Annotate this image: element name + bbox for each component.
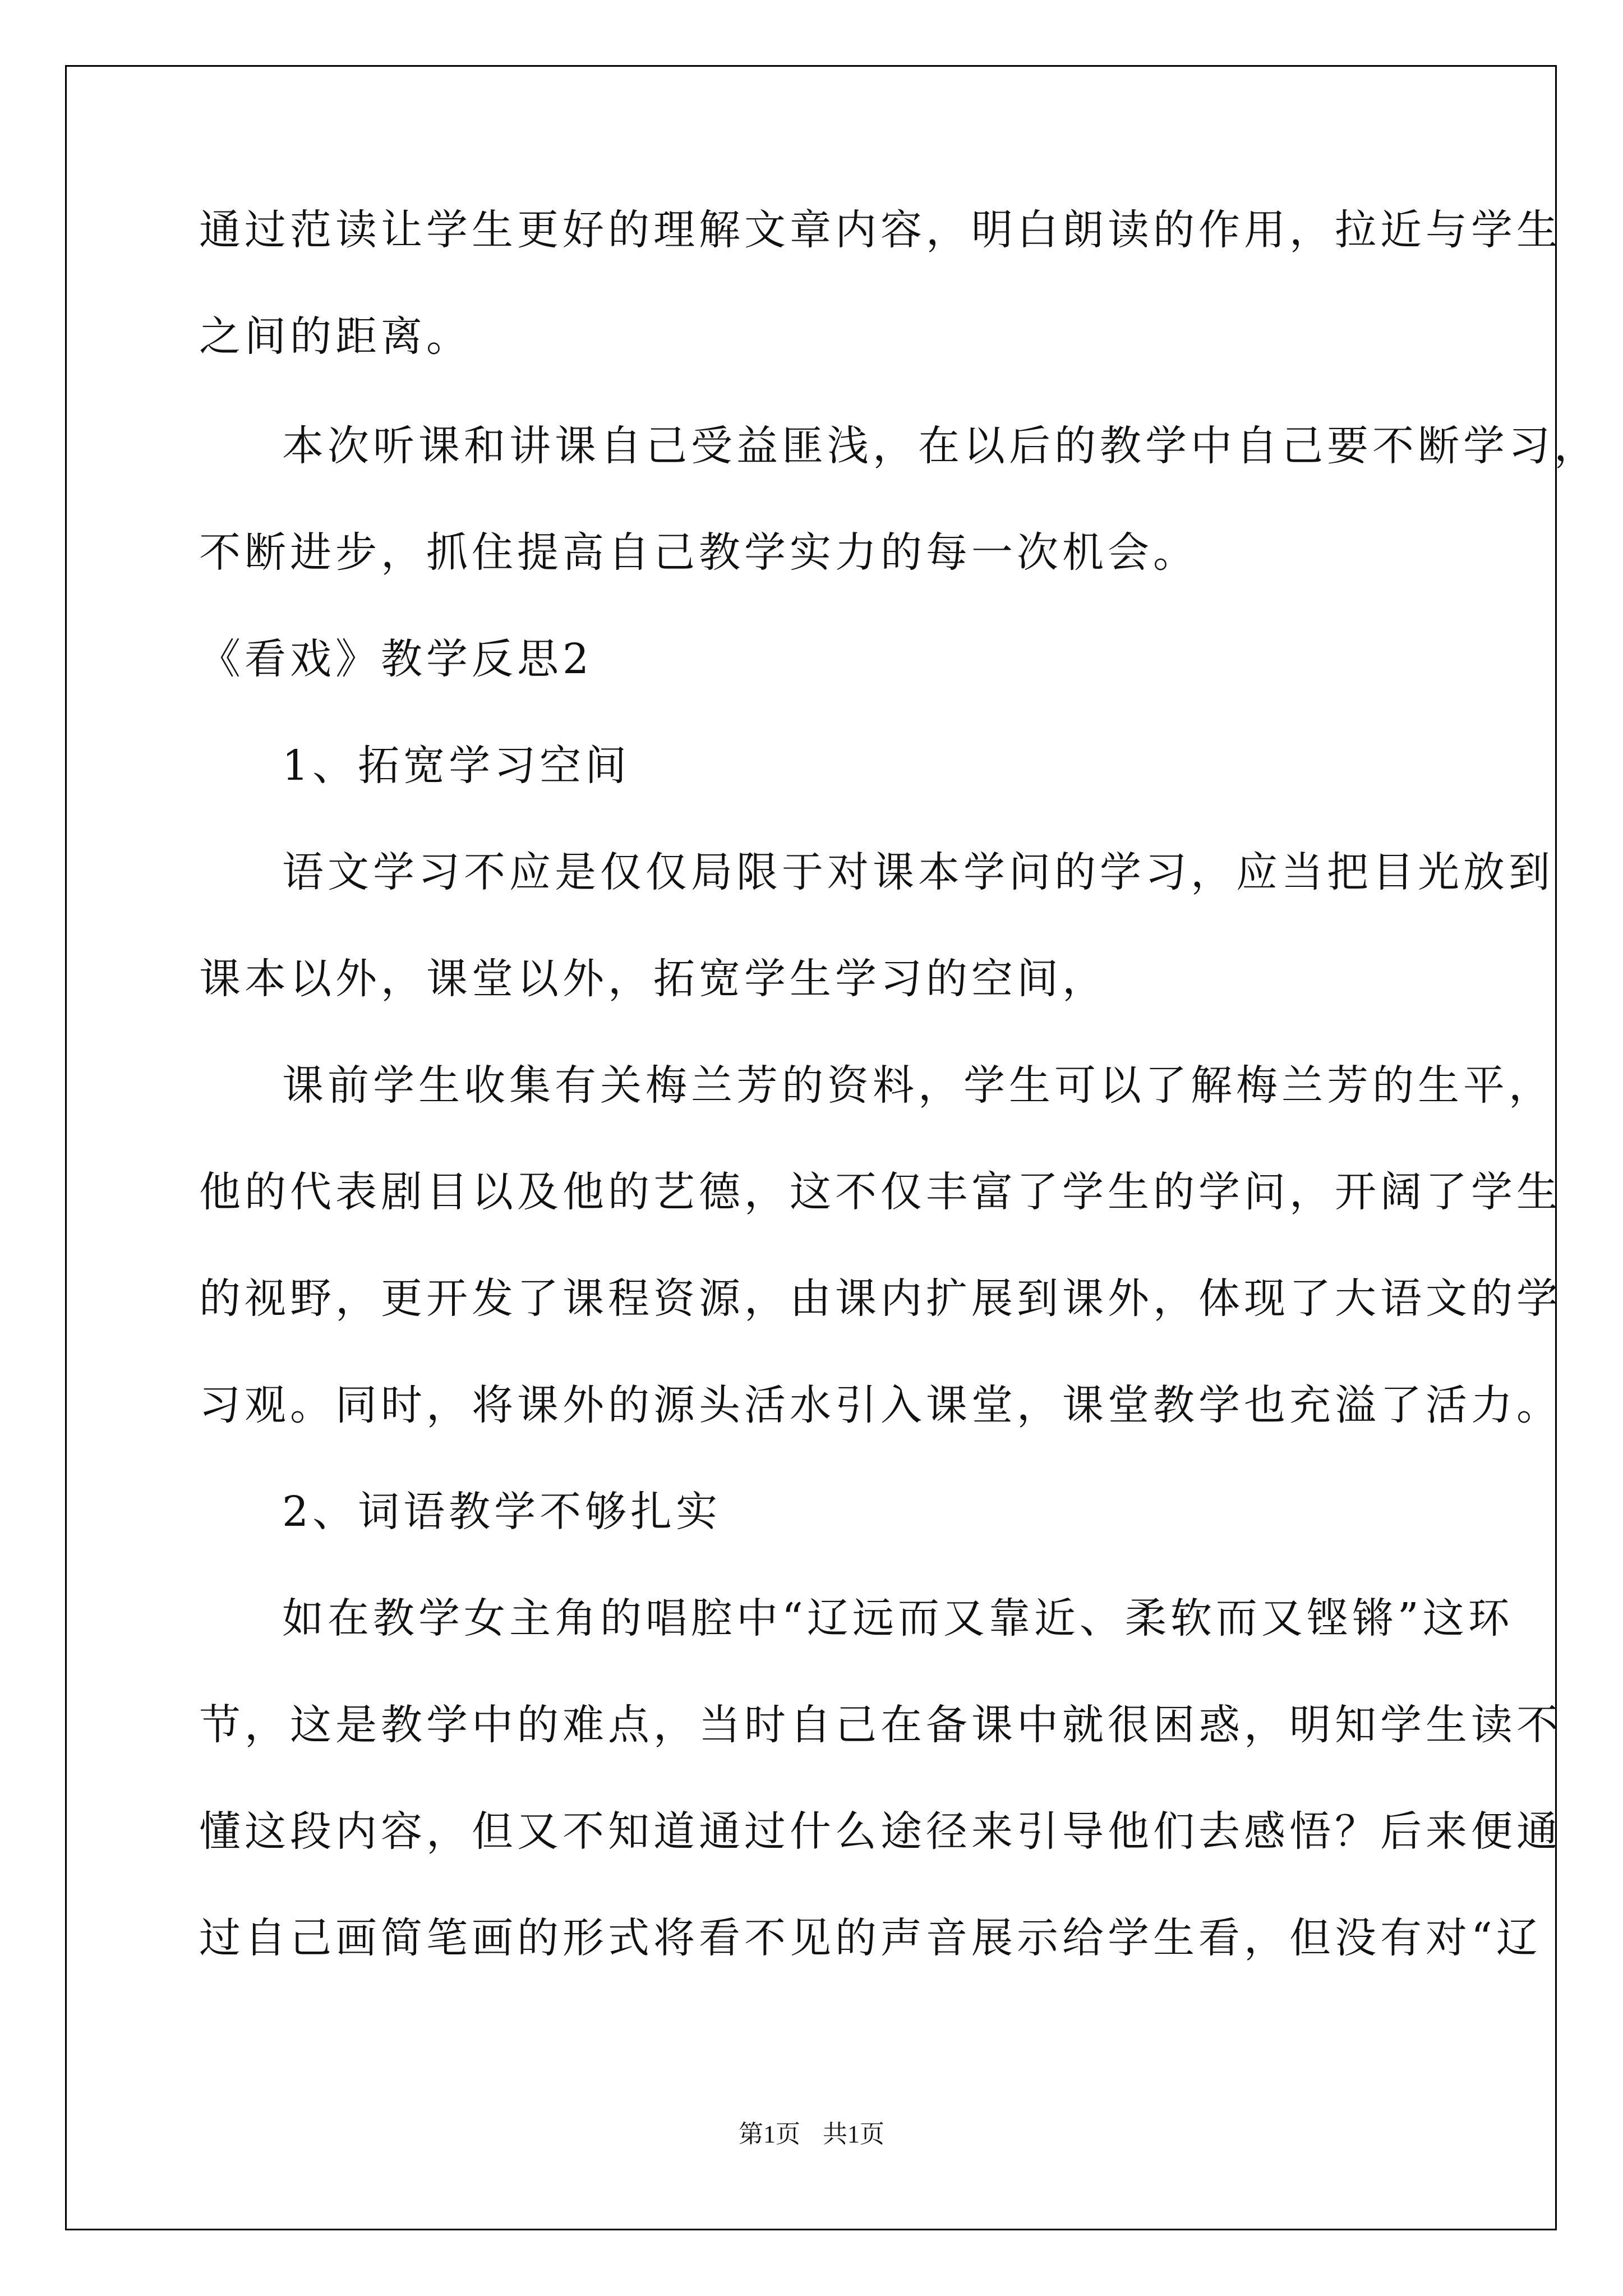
page-footer	[0, 2118, 1623, 2151]
page-border	[65, 65, 1557, 2230]
subheading: 2、词语教学不够扎实	[282, 1488, 722, 1536]
paragraph-start-line: 本次听课和讲课自己受益匪浅，在以后的教学中自己要不断学习，	[282, 422, 1599, 470]
text-line: 他的代表剧目以及他的艺德，这不仅丰富了学生的学问，开阔了学生	[199, 1168, 1562, 1216]
section-heading: 《看戏》教学反思2	[199, 635, 593, 683]
text-line: 节，这是教学中的难点，当时自己在备课中就很困惑，明知学生读不	[199, 1701, 1562, 1749]
text-line: 不断进步，抓住提高自己教学实力的每一次机会。	[199, 528, 1198, 577]
paragraph-start-line: 课前学生收集有关梅兰芳的资料，学生可以了解梅兰芳的生平，	[282, 1061, 1554, 1110]
text-line: 通过范读让学生更好的理解文章内容，明白朗读的作用，拉近与学生	[199, 206, 1562, 254]
text-line: 的视野，更开发了课程资源，由课内扩展到课外，体现了大语文的学	[199, 1274, 1562, 1323]
text-line: 懂这段内容，但又不知道通过什么途径来引导他们去感悟？后来便通	[199, 1807, 1562, 1856]
page-total: 共1页	[823, 2120, 884, 2148]
page-number: 第1页	[739, 2120, 800, 2148]
subheading: 1、拓宽学习空间	[282, 742, 631, 790]
paragraph-start-line: 语文学习不应是仅仅局限于对课本学问的学习，应当把目光放到	[282, 848, 1554, 896]
paragraph-start-line: 如在教学女主角的唱腔中“辽远而又靠近、柔软而又铿锵”这环	[282, 1594, 1514, 1642]
text-line: 之间的距离。	[199, 312, 472, 361]
text-line: 过自己画简笔画的形式将看不见的声音展示给学生看，但没有对“辽	[199, 1914, 1542, 1962]
text-line: 习观。同时，将课外的源头活水引入课堂，课堂教学也充溢了活力。	[199, 1381, 1562, 1429]
text-line: 课本以外，课堂以外，拓宽学生学习的空间，	[199, 955, 1108, 1003]
